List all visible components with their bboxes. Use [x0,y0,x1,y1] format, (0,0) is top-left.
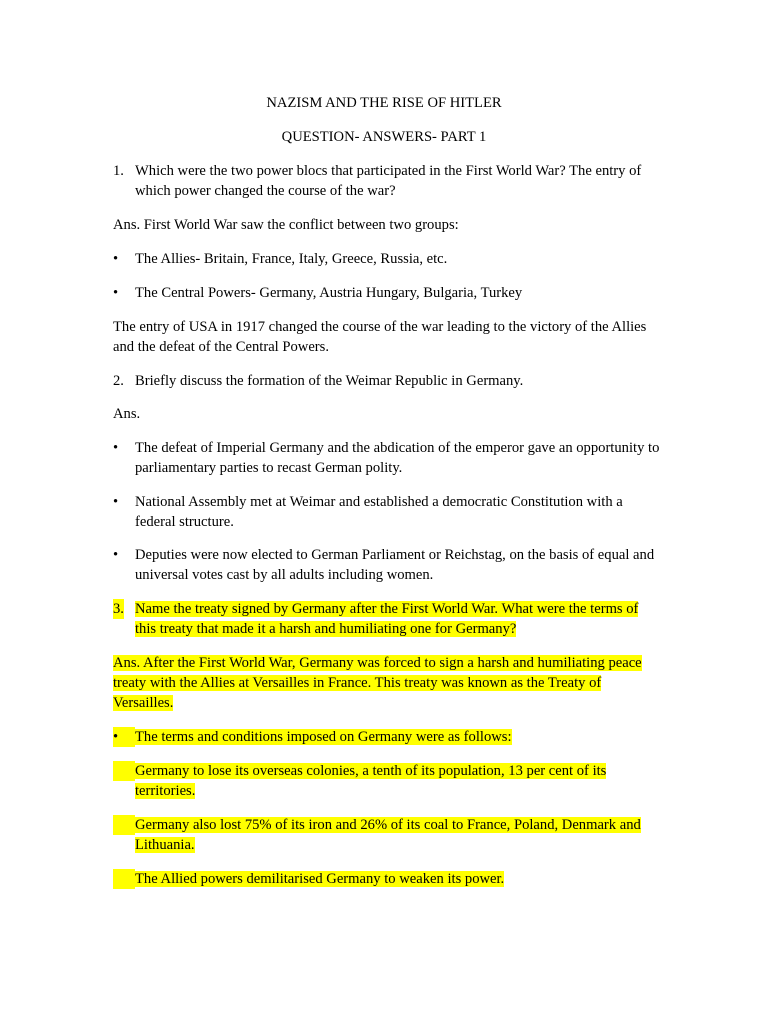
paragraph-line: Ans. After the First World War, Germany was forced to sign a harsh and humiliating peace [113,655,642,671]
answer-3-paragraph [113,653,673,713]
question-3-number: 3. [113,601,124,617]
question-1-line: which power changed the course of the war? [135,183,396,199]
checklist-text: Lithuania. [135,837,195,853]
page-title: NAZISM AND THE RISE OF HITLER [266,95,502,111]
answer-3-bullet [113,727,673,747]
question-2-text: Briefly discuss the formation of the Weimar Republic in Germany. [135,373,524,389]
bullet-text: The terms and conditions imposed on Germany were as follows: [135,729,512,745]
answer-1-paragraph [113,317,673,357]
checklist-text: Germany to lose its overseas colonies, a tenth of its population, 13 per cent of its [113,763,606,779]
checklist-text: The Allied powers demilitarised Germany to weaken its power. [113,871,504,887]
checklist-text: Germany also lost 75% of its iron and 26% of its coal to France, Poland, Denmark and [113,817,641,833]
bullet-text: The Allies- Britain, France, Italy, Greece, Russia, etc. [135,251,448,267]
bullet-icon: • [113,251,119,267]
checklist-text: territories. [135,783,196,799]
bullet-icon: • [113,440,119,456]
bullet-text: The defeat of Imperial Germany and the abdication of the emperor gave an opportunity to [135,440,660,456]
bullet-text: Deputies were now elected to German Parliament or Reichstag, on the basis of equal and [135,547,655,563]
bullet-text: The Central Powers- Germany, Austria Hungary, Bulgaria, Turkey [135,285,523,301]
bullet-icon: • [113,494,119,510]
bullet-text: National Assembly met at Weimar and established a democratic Constitution with a [135,494,623,510]
question-2-number: 2. [113,373,124,389]
paragraph-line: treaty with the Allies at Versailles in France. This treaty was known as the Treaty of [113,675,602,691]
bullet-text: universal votes cast by all adults including women. [135,567,434,583]
page-subtitle: QUESTION- ANSWERS- PART 1 [281,129,487,145]
bullet-text: parliamentary parties to recast German polity. [135,460,403,476]
bullet-text: federal structure. [135,514,234,530]
bullet-icon: • [113,285,119,301]
paragraph-line: and the defeat of the Central Powers. [113,339,329,355]
bullet-icon: • [113,547,119,563]
bullet-icon: • [113,729,119,745]
paragraph-line: Versailles. [113,695,174,711]
answer-1-intro: Ans. First World War saw the conflict between two groups: [113,217,459,233]
question-3-line: this treaty that made it a harsh and humiliating one for Germany? [135,621,517,637]
answer-2-intro: Ans. [113,406,141,422]
question-1-line: Which were the two power blocs that participated in the First World War? The entry of [135,163,642,179]
question-1-number: 1. [113,163,124,179]
question-3-line: Name the treaty signed by Germany after the First World War. What were the terms of [135,601,639,617]
paragraph-line: The entry of USA in 1917 changed the course of the war leading to the victory of the Allies [113,319,647,335]
